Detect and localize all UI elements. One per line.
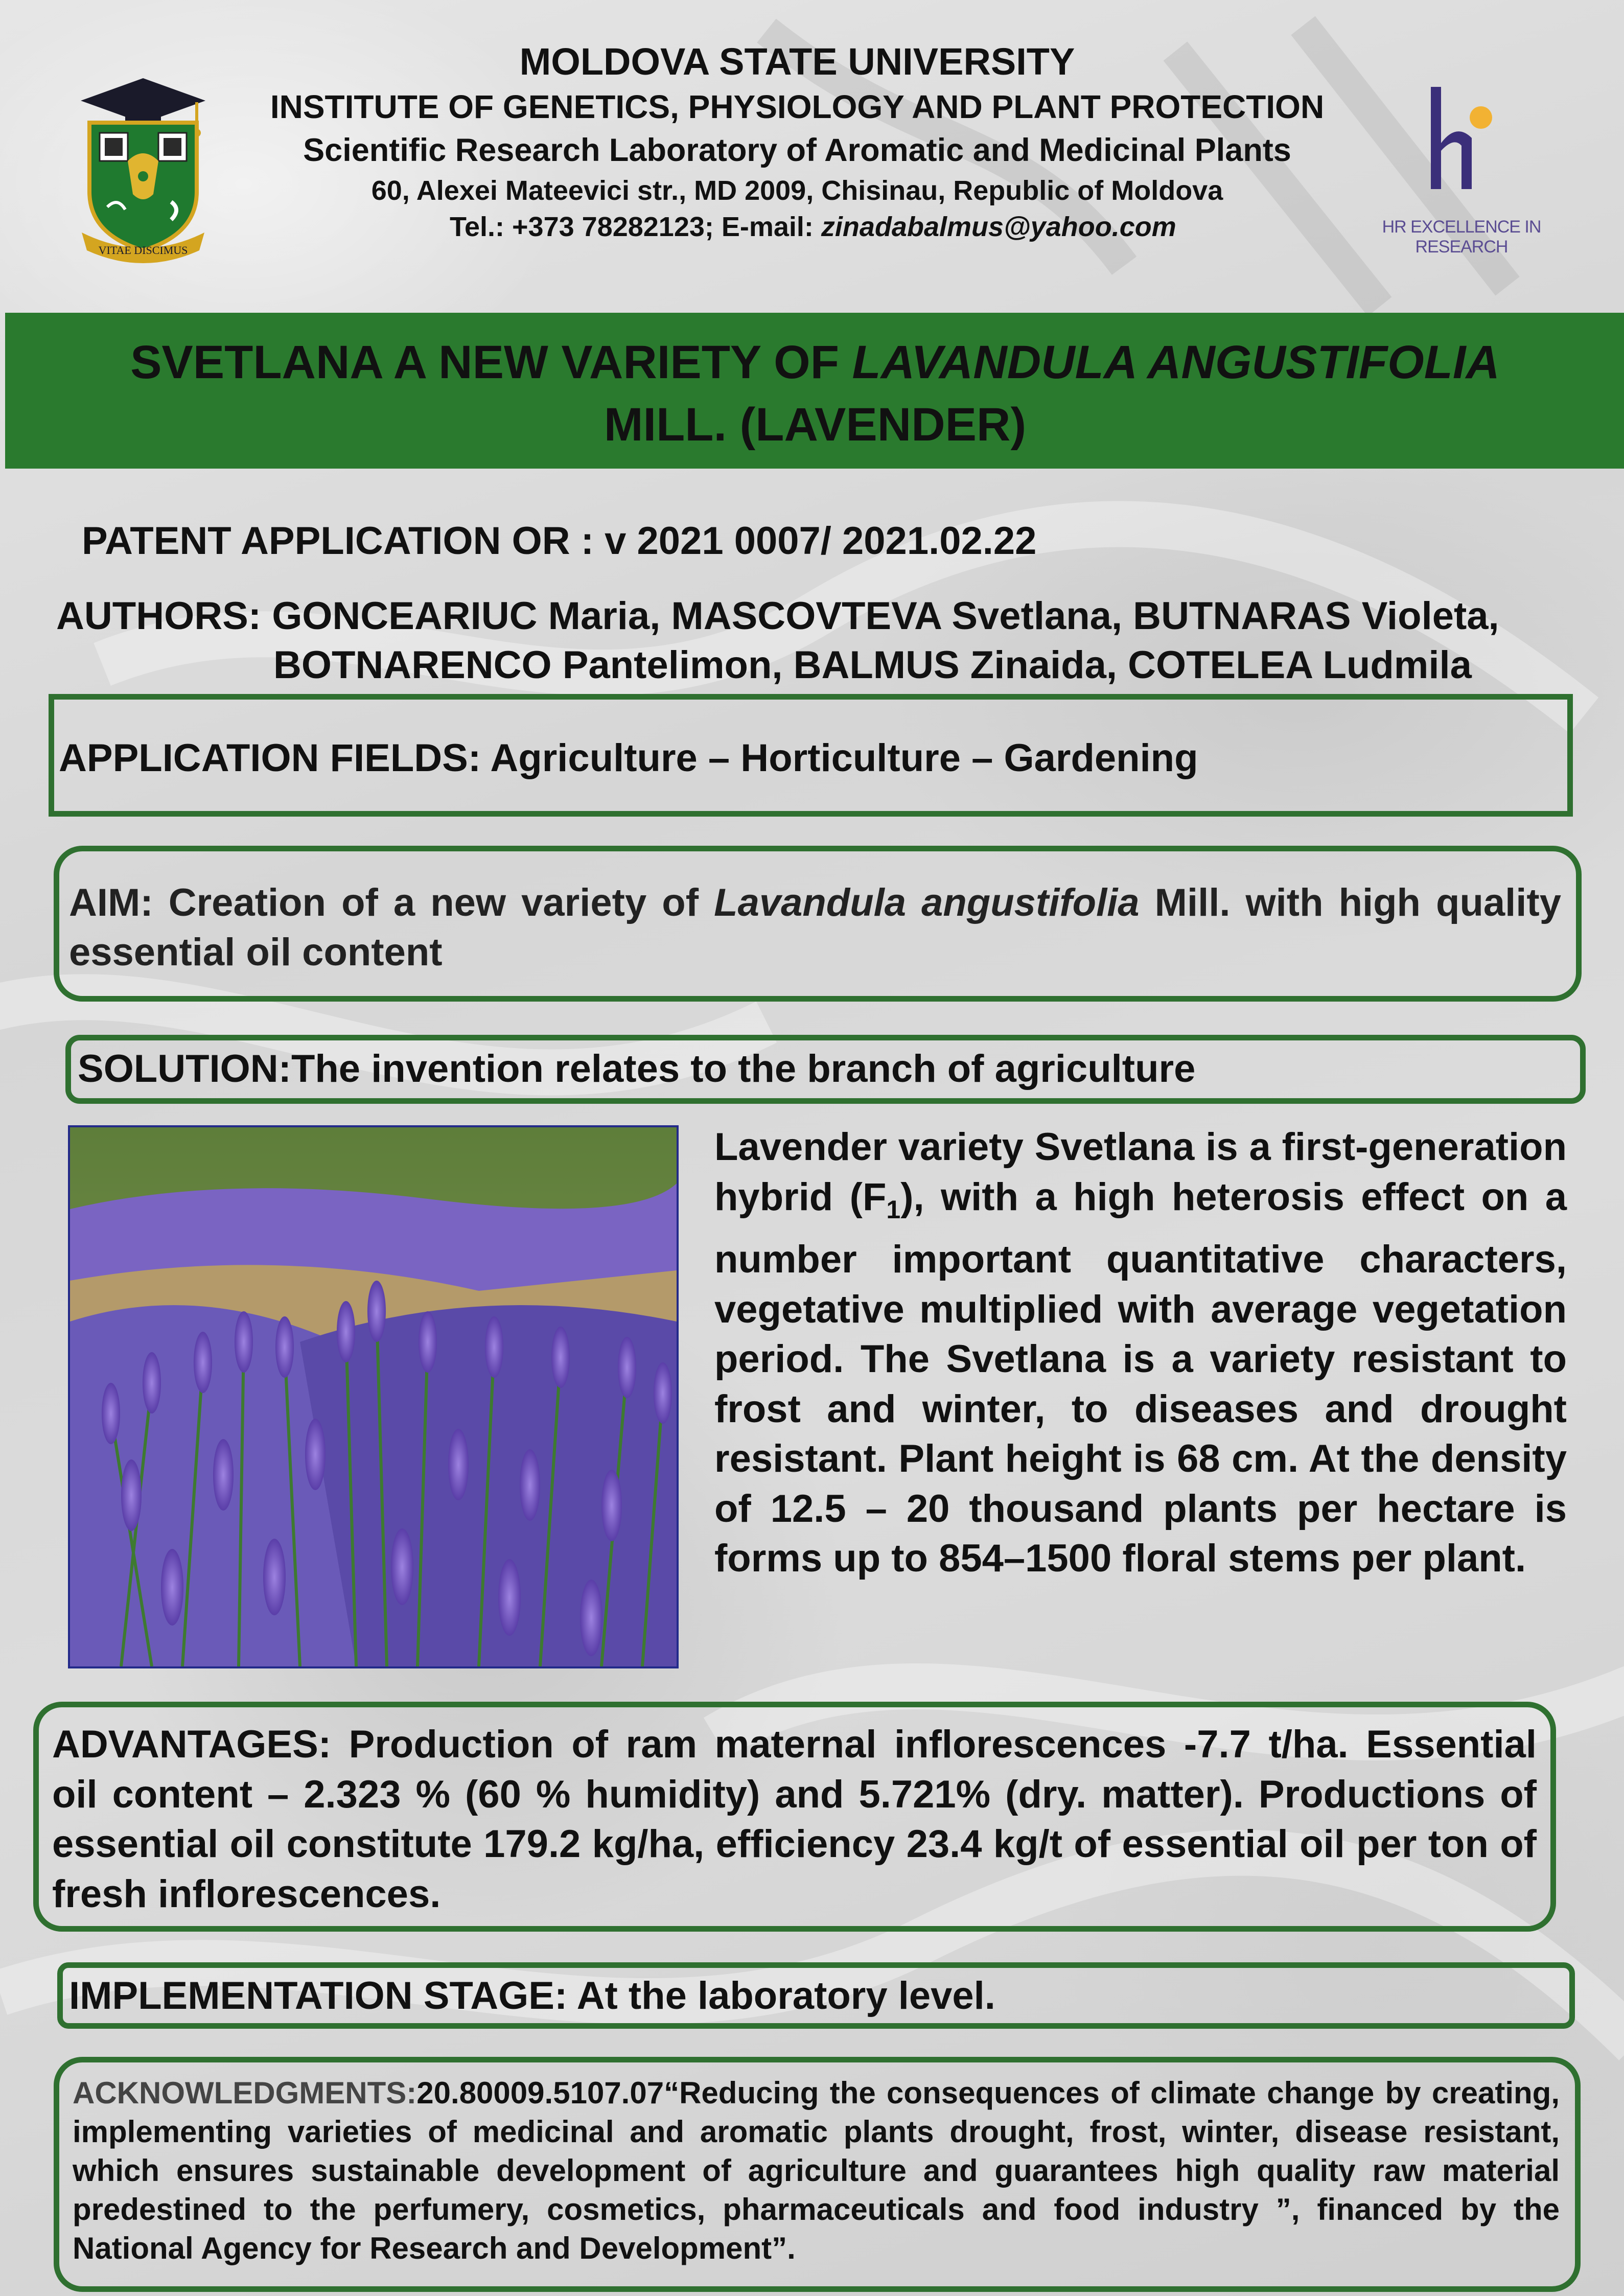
- title-part2: MILL. (LAVENDER): [604, 399, 1027, 451]
- authors-line2: BOTNARENCO Pantelimon, BALMUS Zinaida, COTELEA Ludmila: [273, 643, 1472, 687]
- hr-logo-caption: HR EXCELLENCE IN RESEARCH: [1382, 217, 1541, 257]
- university-name: MOLDOVA STATE UNIVERSITY: [519, 40, 1075, 83]
- aim-species: Lavandula angustifolia: [714, 881, 1140, 924]
- crest-motto: VITAE DISCIMUS: [98, 244, 188, 257]
- variety-description: [714, 1122, 1567, 1584]
- hr-excellence-logo: [1421, 82, 1492, 194]
- acknowledgments-label: ACKNOWLEDGMENTS:: [73, 2076, 417, 2110]
- description-subscript: 1: [886, 1195, 901, 1224]
- aim-text-part2: Mill. with high quality essential oil content: [69, 881, 1561, 974]
- acknowledgments-body: 20.80009.5107.07“Reducing the consequences of climate change by creating, implementing varieties of medicinal and aromatic plants drought, frost, winter, disease resistant, which ensures sustainable development of agriculture and guarantees high quality raw material predestined to the perfumery, cosmetics, pharmaceuticals and food industry ”, financed by the National Agency for Research and Development”.: [73, 2076, 1560, 2265]
- address-line: 60, Alexei Mateevici str., MD 2009, Chisinau, Republic of Moldova: [371, 175, 1223, 206]
- aim-text: [69, 878, 1561, 977]
- university-crest-logo: [77, 74, 210, 263]
- contact-line: [450, 211, 1329, 243]
- aim-label: AIM: [69, 881, 141, 924]
- telephone-text: Tel.: +373 78282123; E-mail:: [450, 212, 821, 242]
- application-fields: APPLICATION FIELDS: Agriculture – Horticulture – Gardening: [59, 736, 1198, 780]
- email-link[interactable]: zinadabalmus@yahoo.com: [821, 212, 1176, 242]
- patent-application: PATENT APPLICATION OR : v 2021 0007/ 2021.02.22: [82, 519, 1037, 563]
- title-part1: SVETLANA A NEW VARIETY OF: [130, 336, 852, 388]
- description-part1: Lavender variety Svetlana is a first-generation hybrid (F: [714, 1125, 1567, 1219]
- institute-name: INSTITUTE OF GENETICS, PHYSIOLOGY AND PLANT PROTECTION: [270, 88, 1325, 125]
- aim-text-part1: : Creation of a new variety of: [140, 881, 714, 924]
- lavender-illustration: [70, 1127, 677, 1666]
- implementation-text: IMPLEMENTATION STAGE: At the laboratory level.: [69, 1974, 995, 2017]
- poster-title: [31, 331, 1599, 456]
- laboratory-name: Scientific Research Laboratory of Aromatic and Medicinal Plants: [303, 132, 1291, 168]
- solution-text: SOLUTION:The invention relates to the branch of agriculture: [78, 1047, 1196, 1091]
- lavender-field-photo: [68, 1125, 679, 1668]
- authors-line1: AUTHORS: GONCEARIUC Maria, MASCOVTEVA Svetlana, BUTNARAS Violeta,: [56, 594, 1499, 638]
- acknowledgments-text: [73, 2074, 1560, 2268]
- description-part2: ), with a high heterosis effect on a number important quantitative characters, vegetative multiplied with average vegetation period. The Svetlana is a variety resistant to frost and winter, to diseases and drought resistant. Plant height is 68 cm. At the density of 12.5 – 20 thousand plants per hectare is forms up to 854–1500 floral stems per plant.: [714, 1175, 1567, 1581]
- advantages-text: ADVANTAGES: Production of ram maternal inflorescences -7.7 t/ha. Essential oil content – 2.323 % (60 % humidity) and 5.721% (dry. matter). Productions of essential oil constitute 179.2 kg/ha, efficiency 23.4 kg/t of essential oil per ton of fresh inflorescences.: [52, 1723, 1537, 1916]
- title-species: LAVANDULA ANGUSTIFOLIA: [852, 336, 1500, 388]
